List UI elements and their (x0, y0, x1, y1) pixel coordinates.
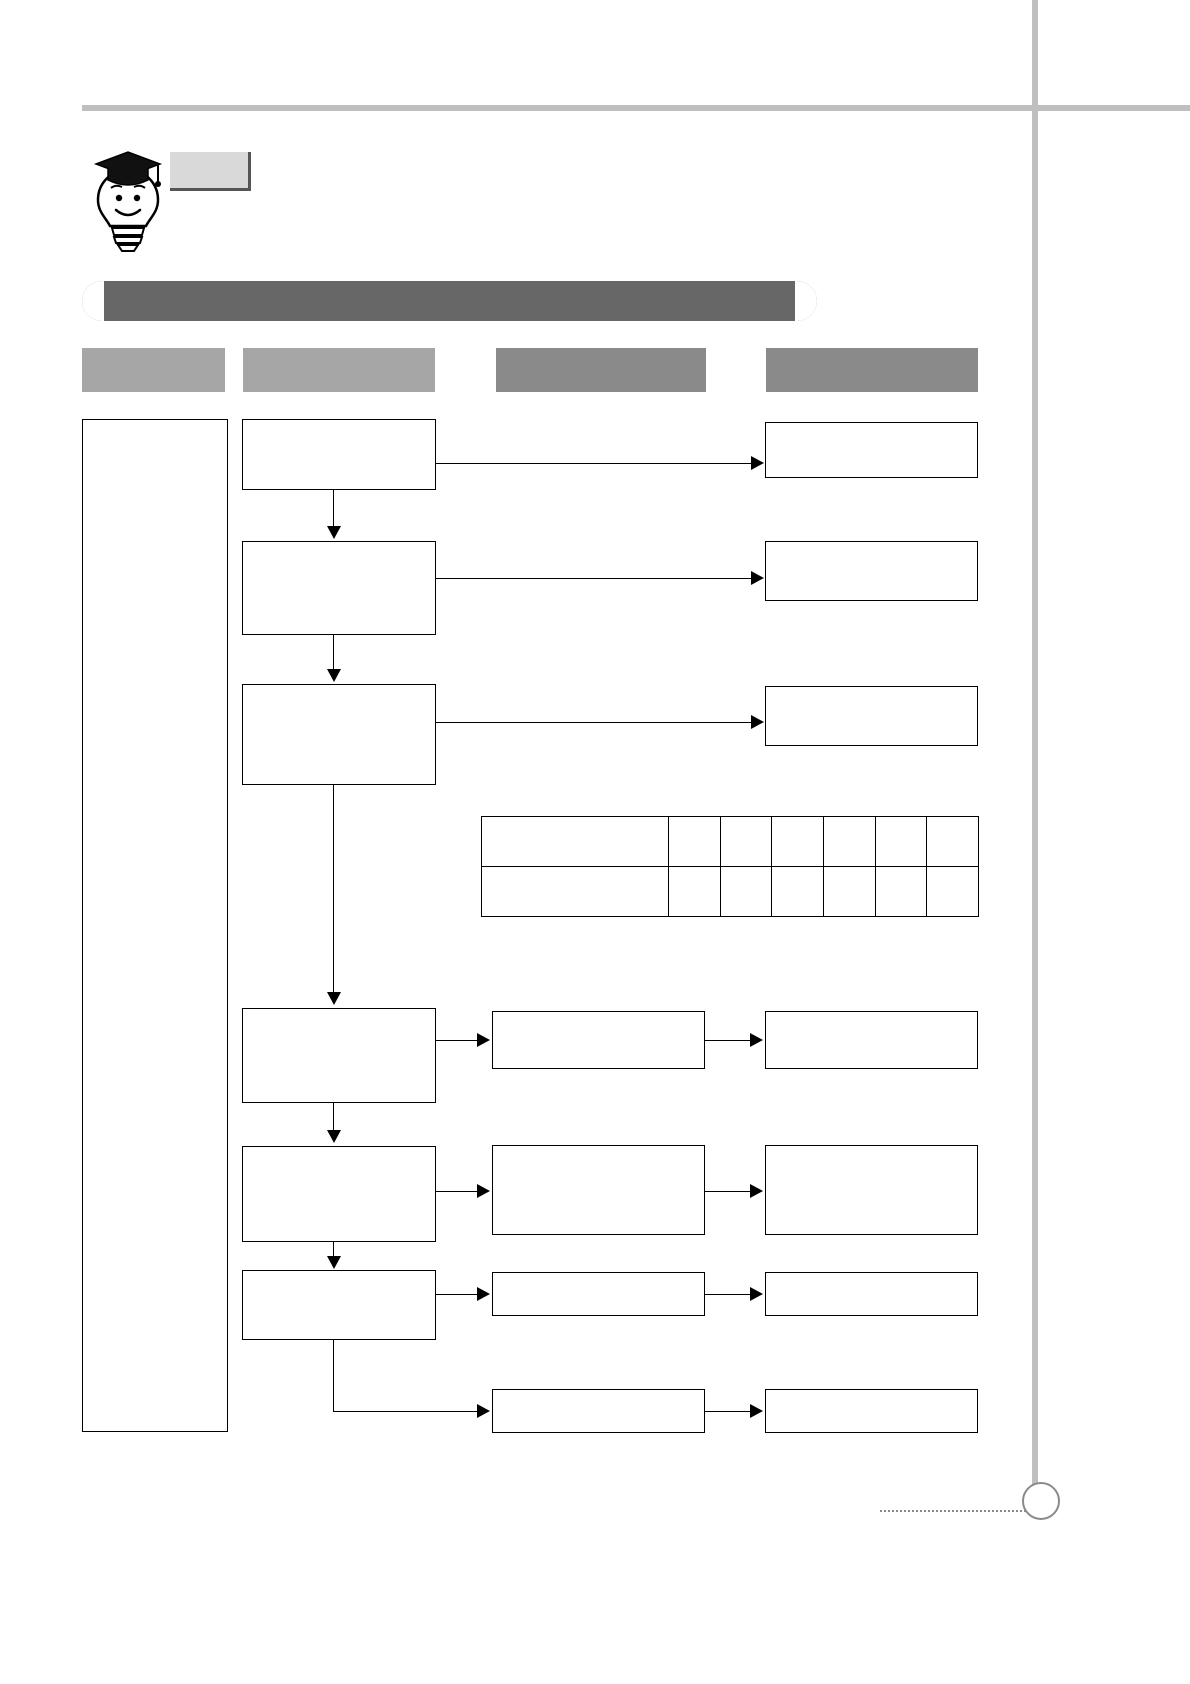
table-cell (823, 867, 875, 917)
footer-dotted-rule (880, 1510, 1030, 1512)
connector-step5-step6 (333, 1242, 334, 1257)
connector-step6-middle3-arrow-icon (477, 1287, 490, 1301)
table-cell (669, 867, 721, 917)
middle-box-1[interactable] (492, 1011, 705, 1069)
connector-step2-right2-arrow-icon (751, 571, 764, 585)
middle-box-2[interactable] (492, 1145, 705, 1235)
connector-step3-right3-arrow-icon (751, 715, 764, 729)
connector-step3-step4-arrow-icon (327, 992, 341, 1005)
table-cell (823, 817, 875, 867)
right-box-2[interactable] (765, 541, 978, 601)
connector-step6-middle3 (436, 1294, 478, 1295)
connector-step2-step3-arrow-icon (327, 669, 341, 682)
connector-step5-step6-arrow-icon (327, 1256, 341, 1269)
connector-step5-middle2 (436, 1191, 478, 1192)
table-cell (875, 867, 927, 917)
column-header-4 (766, 348, 978, 392)
connector-step6-branch-vertical (333, 1340, 334, 1412)
section-banner (82, 281, 817, 321)
flow-step-2[interactable] (242, 541, 436, 635)
middle-box-3[interactable] (492, 1272, 705, 1316)
flow-step-6[interactable] (242, 1270, 436, 1340)
horizontal-margin-rule (82, 105, 1190, 111)
right-box-5[interactable] (765, 1145, 978, 1235)
connector-middle4-right7 (705, 1411, 751, 1412)
table-cell (772, 867, 824, 917)
table-cell (482, 817, 669, 867)
table-row (482, 817, 979, 867)
flow-step-3[interactable] (242, 684, 436, 785)
right-box-6[interactable] (765, 1272, 978, 1316)
connector-middle3-right6-arrow-icon (750, 1287, 763, 1301)
right-box-7[interactable] (765, 1389, 978, 1433)
connector-middle2-right5-arrow-icon (750, 1184, 763, 1198)
connector-step1-right1 (436, 463, 752, 464)
connector-step5-middle2-arrow-icon (477, 1184, 490, 1198)
table-cell (927, 867, 979, 917)
data-table (481, 816, 979, 917)
connector-step4-middle1 (436, 1040, 478, 1041)
middle-box-4[interactable] (492, 1389, 705, 1433)
connector-step4-middle1-arrow-icon (477, 1033, 490, 1047)
flow-step-1[interactable] (242, 419, 436, 490)
connector-step1-step2 (333, 490, 334, 528)
connector-middle1-right4 (705, 1040, 751, 1041)
table-row (482, 867, 979, 917)
connector-step1-step2-arrow-icon (327, 526, 341, 539)
connector-step4-step5 (333, 1103, 334, 1131)
vertical-margin-rule (1032, 0, 1038, 1500)
table-cell (669, 817, 721, 867)
table-cell (875, 817, 927, 867)
connector-middle1-right4-arrow-icon (750, 1033, 763, 1047)
graduate-lightbulb-mascot-icon (88, 140, 168, 252)
connector-step2-step3 (333, 635, 334, 671)
table-cell (772, 817, 824, 867)
right-box-3[interactable] (765, 686, 978, 746)
table-cell (720, 867, 772, 917)
page-number (1022, 1482, 1056, 1516)
connector-step2-right2 (436, 578, 752, 579)
connector-step6-branch-horizontal (333, 1411, 478, 1412)
connector-step3-step4 (333, 785, 334, 993)
connector-middle3-right6 (705, 1294, 751, 1295)
table-cell (927, 817, 979, 867)
side-panel (82, 419, 228, 1432)
table-cell (482, 867, 669, 917)
connector-step1-right1-arrow-icon (751, 456, 764, 470)
connector-step3-right3 (436, 722, 752, 723)
column-header-2 (243, 348, 435, 392)
connector-step6-middle4-arrow-icon (477, 1404, 490, 1418)
connector-step4-step5-arrow-icon (327, 1130, 341, 1143)
right-box-1[interactable] (765, 422, 978, 478)
column-header-1 (82, 348, 225, 392)
title-plate (170, 152, 251, 191)
right-box-4[interactable] (765, 1011, 978, 1069)
column-header-3 (496, 348, 706, 392)
table-cell (720, 817, 772, 867)
flow-step-5[interactable] (242, 1146, 436, 1242)
connector-middle4-right7-arrow-icon (750, 1404, 763, 1418)
flow-step-4[interactable] (242, 1008, 436, 1103)
connector-middle2-right5 (705, 1191, 751, 1192)
